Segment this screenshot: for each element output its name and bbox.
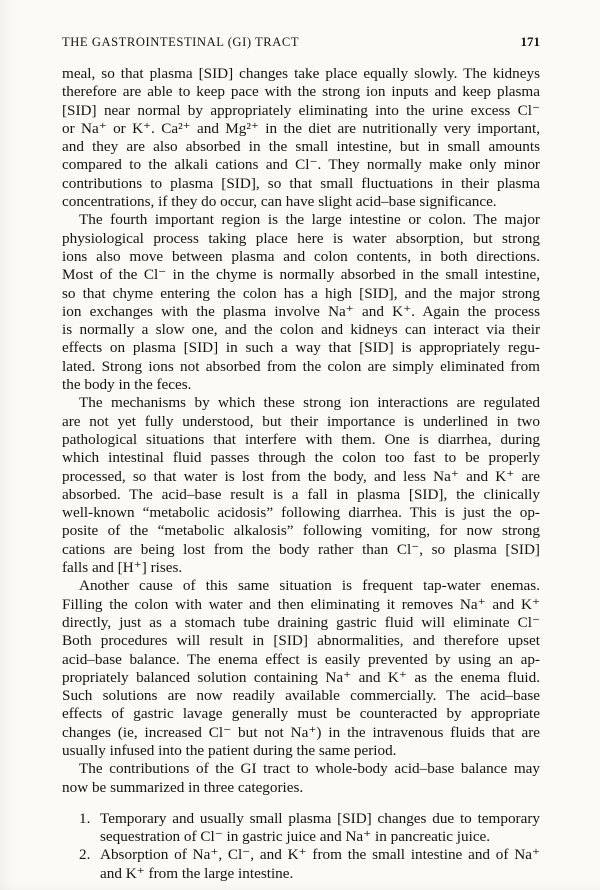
text-line: the body in the feces. — [62, 376, 192, 394]
text-line: lated. Strong ions not absorbed from the colon are simply eliminated from — [62, 357, 540, 375]
list-item-number: 1. — [79, 809, 91, 827]
text-line: changes (ie, increased Cl⁻ but not Na⁺) in the intravenous fluids that are — [62, 723, 540, 741]
text-line: Another cause of this same situation is frequent tap-water enemas. — [79, 577, 540, 595]
paragraph — [62, 394, 540, 577]
text-line: therefore are able to keep pace with the strong ion inputs and keep plasma — [62, 83, 540, 101]
text-line: Both procedures will result in [SID] abnormalities, and therefore upset — [62, 632, 540, 650]
text-line: and they are also absorbed in the small intestine, but in small amounts — [62, 138, 540, 156]
text-line: concentrations, if they do occur, can have slight acid–base significance. — [62, 193, 497, 211]
text-line: sequestration of Cl⁻ in gastric juice and Na⁺ in pancreatic juice. — [100, 828, 491, 846]
paragraph — [62, 577, 540, 760]
text-line: The mechanisms by which these strong ion interactions are regulated — [79, 394, 540, 412]
text-line: are not yet fully understood, but their importance is underlined in two — [62, 412, 540, 430]
text-line: [SID] near normal by appropriately eliminating into the urine excess Cl⁻ — [62, 101, 540, 119]
text-line: Absorption of Na⁺, Cl⁻, and K⁺ from the small intestine and of Na⁺ — [100, 846, 540, 864]
text-line: The fourth important region is the large intestine or colon. The major — [79, 211, 540, 229]
text-line: cations are being lost from the body rather than Cl⁻, so plasma [SID] — [62, 540, 540, 558]
list-item — [62, 846, 540, 883]
page-number: 171 — [520, 34, 540, 49]
text-line: is normally a slow one, and the colon and kidneys can interact via their — [62, 321, 540, 339]
text-line: so that chyme entering the colon has a high [SID], and the major strong — [62, 284, 540, 302]
body-text — [62, 65, 540, 883]
text-line: The contributions of the GI tract to whole-body acid–base balance may — [79, 760, 540, 778]
text-line: ion exchanges with the plasma involve Na⁺ and K⁺. Again the process — [62, 302, 540, 320]
text-line: ions also move between plasma and colon contents, in both directions. — [62, 247, 540, 265]
text-line: contributions to plasma [SID], so that small fluctuations in their plasma — [62, 174, 540, 192]
text-line: physiological process taking place here is water absorption, but strong — [62, 229, 540, 247]
list-item-number: 2. — [79, 846, 91, 864]
text-line: Temporary and usually small plasma [SID] changes due to temporary — [100, 809, 540, 827]
text-line: well-known “metabolic acidosis” following diarrhea. This is just the op- — [62, 504, 540, 522]
paragraphs-container — [62, 65, 540, 797]
text-line: propriately balanced solution containing Na⁺ and K⁺ as the enema fluid. — [62, 668, 540, 686]
text-line: processed, so that water is lost from the body, and less Na⁺ and K⁺ are — [62, 467, 540, 485]
running-head — [62, 34, 540, 50]
text-line: now be summarized in three categories. — [62, 778, 304, 796]
paragraph — [62, 760, 540, 797]
category-list — [62, 810, 540, 883]
text-line: Filling the colon with water and then eliminating it removes Na⁺ and K⁺ — [62, 595, 540, 613]
paragraph — [62, 65, 540, 211]
text-line: falls and [H⁺] rises. — [62, 559, 183, 577]
list-item — [62, 810, 540, 847]
text-line: pathological situations that interfere with them. One is diarrhea, during — [62, 430, 540, 448]
text-line: effects on plasma [SID] in such a way that [SID] is appropriately regu- — [62, 339, 540, 357]
text-line: Most of the Cl⁻ in the chyme is normally absorbed in the small intestine, — [62, 266, 540, 284]
text-line: Such solutions are now readily available commercially. The acid–base — [62, 687, 540, 705]
text-line: absorbed. The acid–base result is a fall in plasma [SID], the clinically — [62, 485, 540, 503]
text-line: directly, just as a stomach tube draining gastric fluid will eliminate Cl⁻ — [62, 613, 540, 631]
text-line: compared to the alkali cations and Cl⁻. They normally make only minor — [62, 156, 540, 174]
text-line: effects of gastric lavage generally must be counteracted by appropriate — [62, 705, 540, 723]
text-line: usually infused into the patient during the same period. — [62, 741, 397, 759]
text-line: meal, so that plasma [SID] changes take place equally slowly. The kidneys — [62, 65, 540, 82]
paragraph — [62, 211, 540, 394]
text-line: and K⁺ from the large intestine. — [100, 864, 294, 882]
text-line: or Na⁺ or K⁺. Ca²⁺ and Mg²⁺ in the diet are nutritionally very important, — [62, 119, 540, 137]
text-line: which intestinal fluid passes through the colon too fast to be properly — [62, 449, 540, 467]
text-line: posite of the “metabolic alkalosis” following vomiting, for now strong — [62, 522, 540, 540]
running-head-title: THE GASTROINTESTINAL (GI) TRACT — [62, 35, 300, 49]
text-line: acid–base balance. The enema effect is easily prevented by using an ap- — [62, 650, 540, 668]
